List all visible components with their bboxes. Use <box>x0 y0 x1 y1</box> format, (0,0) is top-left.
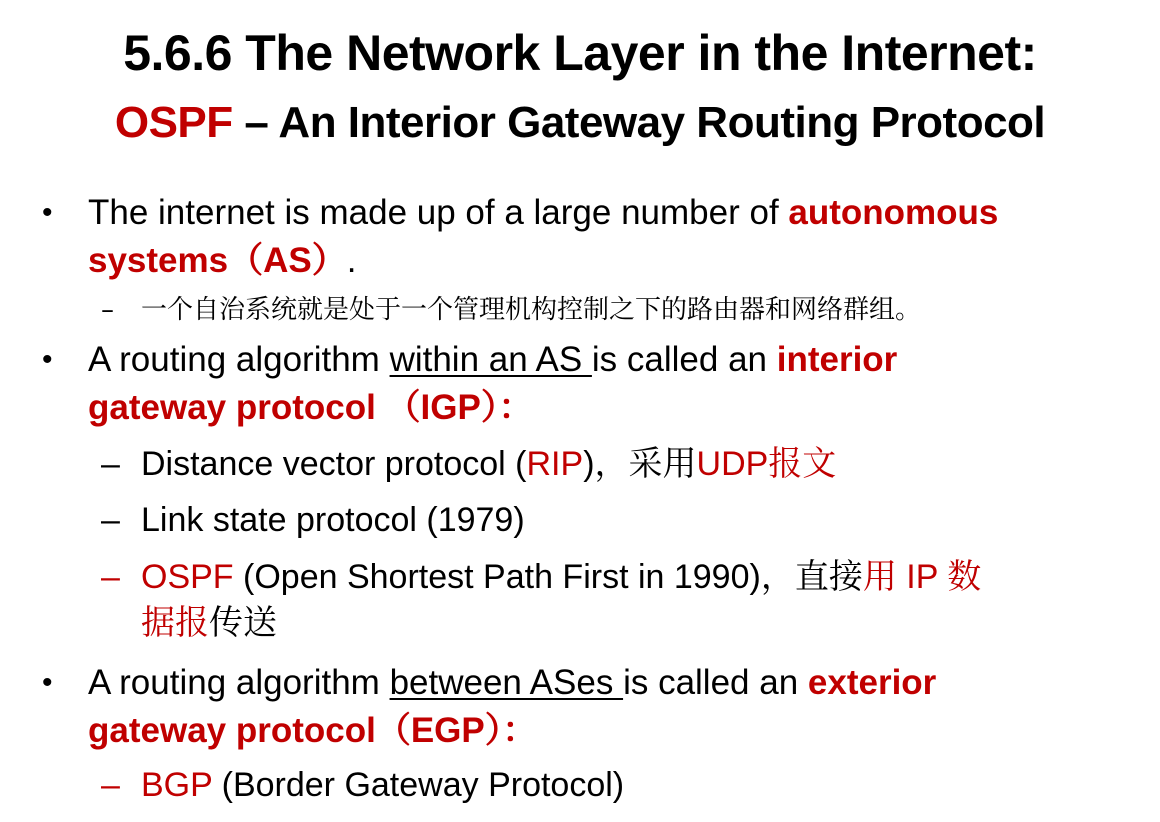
bullet-2-text2: is called an <box>591 340 777 379</box>
bullet-1-highlight-systems: systems（AS） <box>88 241 347 280</box>
bullet-2-sub-3-line2 <box>141 600 277 646</box>
bullet-2-highlight-interior: interior <box>776 340 898 379</box>
title-line2-rest: – An Interior Gateway Routing Protocol <box>232 98 1046 147</box>
bullet-3-sub-1 <box>101 762 625 808</box>
bullet-3-text1: A routing algorithm <box>88 663 390 702</box>
dash-marker: – <box>101 445 120 483</box>
bullet-marker: • <box>42 343 53 376</box>
bullet-1-sub-1-text: 一个自治系统就是处于一个管理机构控制之下的路由器和网络群组。 <box>141 295 922 325</box>
bullet-3-line1 <box>42 659 937 707</box>
dash-marker: – <box>101 766 120 804</box>
bullet-2-line2 <box>88 384 533 432</box>
bullet-1-line2 <box>88 237 356 285</box>
title-ospf-highlight: OSPF <box>114 98 233 147</box>
bullet-marker: • <box>42 666 53 699</box>
dash-marker: – <box>101 501 120 539</box>
bullet-marker: • <box>42 196 53 229</box>
slide-title-line1: 5.6.6 The Network Layer in the Internet: <box>123 25 1037 81</box>
sub-rip-highlight: RIP <box>526 445 584 483</box>
bullet-2-highlight-igp: gateway protocol （IGP）： <box>88 388 534 427</box>
bullet-3-line2 <box>88 707 537 755</box>
sub-bgp-highlight: BGP <box>141 766 213 804</box>
sub-ospf-datagram-highlight: 据报 <box>141 604 209 642</box>
bullet-2-underlined: within an AS <box>389 340 592 379</box>
bullet-2-text1: A routing algorithm <box>88 340 390 379</box>
sub-bgp-text: (Border Gateway Protocol) <box>212 766 625 804</box>
sub-rip-udp-highlight: UDP报文 <box>696 445 837 483</box>
bullet-3-highlight-exterior: exterior <box>807 663 937 702</box>
sub-link-state-text: Link state protocol (1979) <box>141 501 525 539</box>
sub-ospf-ip-highlight: 用 IP 数 <box>862 558 982 596</box>
bullet-1-sub-1 <box>101 292 922 328</box>
sub-ospf-text2: 传送 <box>209 604 277 642</box>
sub-ospf-highlight: OSPF <box>141 558 234 596</box>
dash-marker: – <box>101 558 120 596</box>
bullet-2-sub-3-line1 <box>101 554 982 600</box>
bullet-1-highlight-autonomous: autonomous <box>788 193 999 232</box>
bullet-1-period: . <box>346 241 357 280</box>
bullet-2-line1 <box>42 336 898 384</box>
sub-ospf-text1: (Open Shortest Path First in 1990)，直接 <box>233 558 863 596</box>
bullet-2-sub-1 <box>101 441 837 487</box>
bullet-2-sub-2 <box>101 497 525 543</box>
bullet-1-line1 <box>42 189 999 237</box>
bullet-3-highlight-egp: gateway protocol（EGP）： <box>88 711 538 750</box>
dash-marker: – <box>101 295 114 325</box>
bullet-3-underlined: between ASes <box>389 663 624 702</box>
bullet-1-text: The internet is made up of a large number of <box>88 193 789 232</box>
sub-rip-text2: )，采用 <box>583 445 697 483</box>
slide-title-line2 <box>0 95 1160 151</box>
sub-rip-text1: Distance vector protocol ( <box>141 445 527 483</box>
bullet-3-text2: is called an <box>623 663 808 702</box>
